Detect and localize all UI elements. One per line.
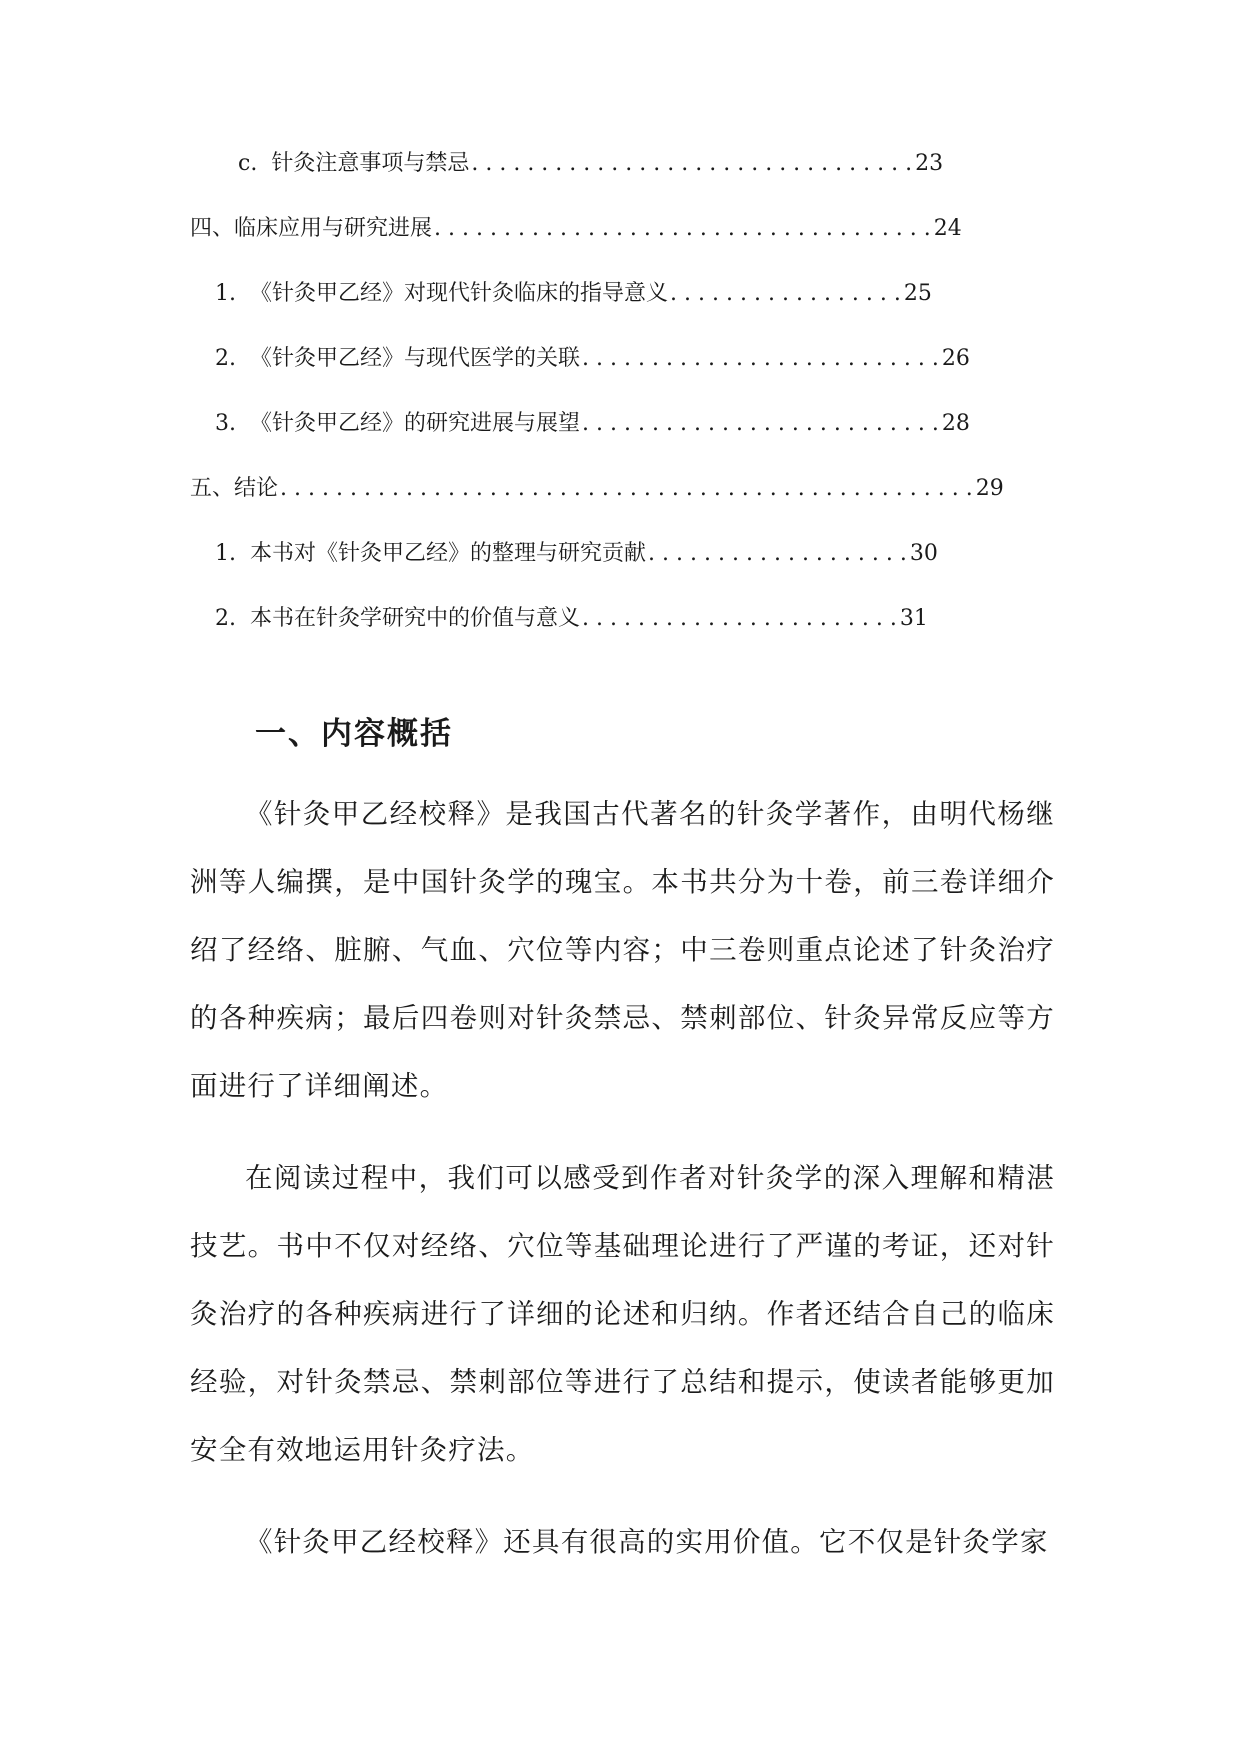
toc-entry-title: 临床应用与研究进展 — [234, 216, 433, 241]
section-heading: 一、内容概括 — [255, 716, 453, 752]
table-of-contents — [190, 150, 1004, 670]
toc-page-number: 30 — [909, 541, 938, 566]
toc-entry[interactable] — [190, 345, 990, 410]
toc-entry-title: 本书对《针灸甲乙经》的整理与研究贡献 — [250, 541, 647, 566]
toc-entry-number: 五、 — [190, 476, 235, 501]
toc-entry-number: 四、 — [190, 216, 235, 241]
toc-entry-title: 针灸注意事项与禁忌 — [271, 151, 470, 176]
toc-entry-title: 《针灸甲乙经》与现代医学的关联 — [250, 346, 581, 371]
toc-entry[interactable] — [190, 150, 990, 215]
toc-page-number: 31 — [899, 606, 928, 631]
section-body — [190, 780, 1055, 1576]
toc-entry-number: 1. — [215, 541, 236, 566]
toc-leader-dots: .................................... — [434, 216, 938, 241]
toc-entry-number: c. — [238, 151, 258, 176]
toc-page-number: 29 — [975, 476, 1004, 501]
toc-leader-dots: .......................... — [582, 346, 946, 371]
toc-leader-dots: ....................... — [582, 606, 904, 631]
toc-entry-title: 结论 — [234, 476, 279, 501]
toc-entry-title: 本书在针灸学研究中的价值与意义 — [250, 606, 581, 631]
toc-leader-dots: .......................... — [582, 411, 946, 436]
toc-entry-number: 2. — [215, 606, 236, 631]
toc-entry[interactable] — [190, 280, 990, 345]
toc-page-number: 23 — [915, 151, 944, 176]
body-paragraph: 《针灸甲乙经校释》还具有很高的实用价值。它不仅是针灸学家 — [245, 1526, 1049, 1558]
toc-entry-title: 《针灸甲乙经》的研究进展与展望 — [250, 411, 581, 436]
toc-entry-number: 1. — [215, 281, 236, 306]
toc-entry[interactable] — [190, 475, 1004, 540]
toc-page-number: 28 — [941, 411, 970, 436]
toc-leader-dots: .................................................. — [280, 476, 980, 501]
toc-page-number: 26 — [941, 346, 970, 371]
toc-entry-number: 3. — [215, 411, 236, 436]
toc-leader-dots: ................. — [670, 281, 908, 306]
toc-page-number: 24 — [933, 216, 962, 241]
toc-page-number: 25 — [903, 281, 932, 306]
toc-entry[interactable] — [190, 605, 990, 670]
toc-entry-title: 《针灸甲乙经》对现代针灸临床的指导意义 — [250, 281, 669, 306]
toc-leader-dots: ................... — [648, 541, 914, 566]
body-paragraph: 在阅读过程中，我们可以感受到作者对针灸学的深入理解和精湛技艺。书中不仅对经络、穴位等基础理论进行了严谨的考证，还对针灸治疗的各种疾病进行了详细的论述和归纳。作者还结合自己的临床经验，对针灸禁忌、禁刺部位等进行了总结和提示，使读者能够更加安全有效地运用针灸疗法。 — [190, 1162, 1055, 1466]
toc-leader-dots: ................................ — [471, 151, 920, 176]
toc-entry[interactable] — [190, 540, 990, 605]
toc-entry-number: 2. — [215, 346, 236, 371]
toc-entry[interactable] — [190, 215, 990, 280]
body-paragraph: 《针灸甲乙经校释》是我国古代著名的针灸学著作，由明代杨继洲等人编撰，是中国针灸学的瑰宝。本书共分为十卷，前三卷详细介绍了经络、脏腑、气血、穴位等内容；中三卷则重点论述了针灸治疗的各种疾病；最后四卷则对针灸禁忌、禁刺部位、针灸异常反应等方面进行了详细阐述。 — [190, 798, 1055, 1102]
toc-entry[interactable] — [190, 410, 990, 475]
